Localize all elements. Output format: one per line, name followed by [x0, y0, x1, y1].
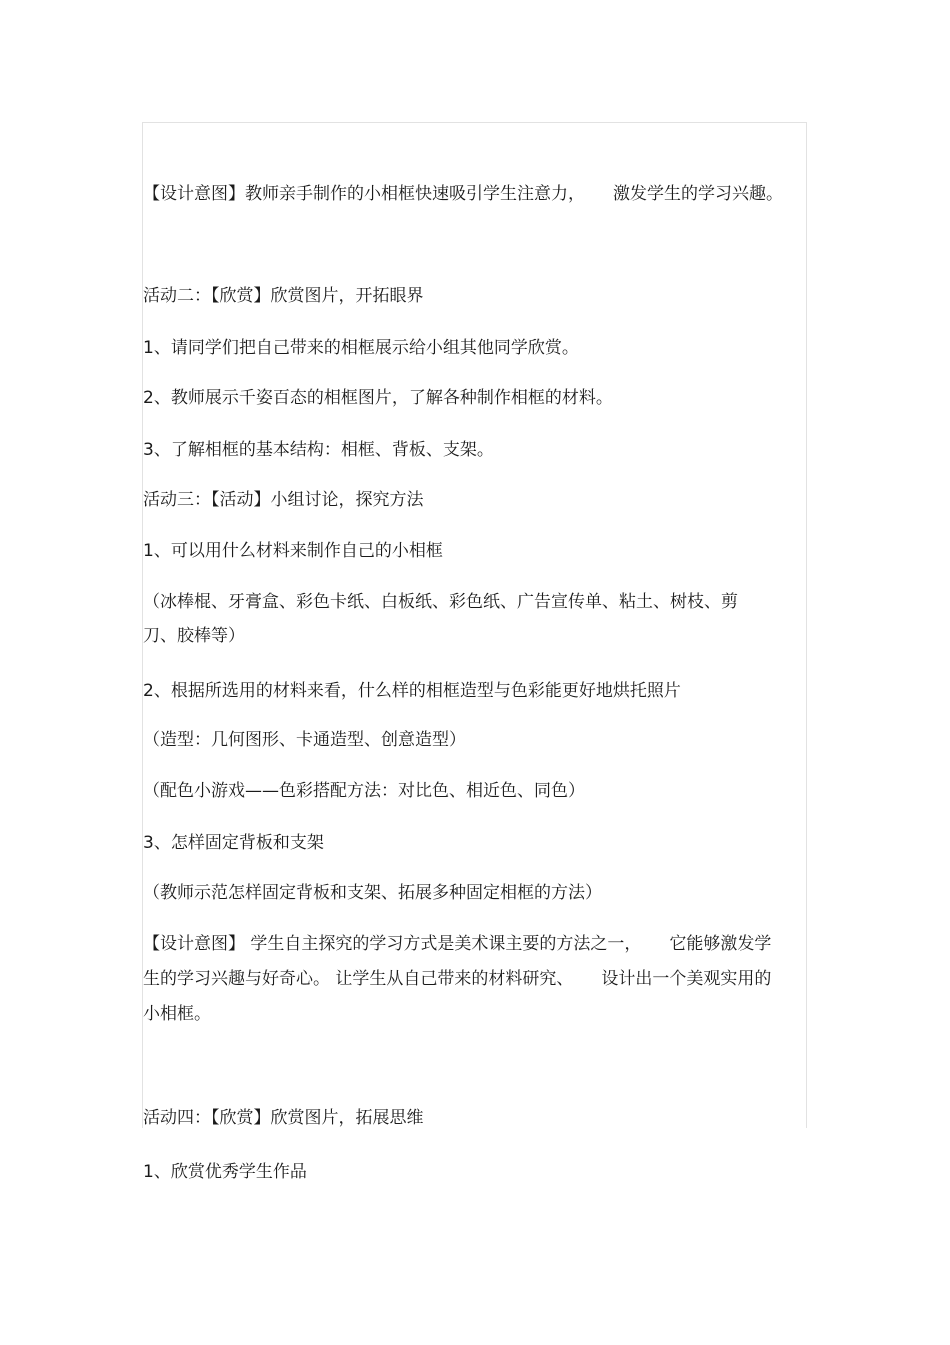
frame-right-border — [806, 122, 807, 1128]
activity-2-heading: 活动二：【欣赏】欣赏图片，开拓眼界 — [143, 286, 424, 306]
activity-4-heading: 活动四：【欣赏】欣赏图片，拓展思维 — [143, 1108, 424, 1128]
activity-2-item-2: 2、教师展示千姿百态的相框图片，了解各种制作相框的材料。 — [143, 388, 613, 408]
activity-2-item-1: 1、请同学们把自己带来的相框展示给小组其他同学欣赏。 — [143, 338, 579, 358]
design-intent-2-line-2: 生的学习兴趣与好奇心。 让学生从自己带来的材料研究、 设计出一个美观实用的 — [143, 969, 772, 989]
activity-3-item-3: 3、怎样固定背板和支架 — [143, 833, 324, 853]
design-intent-2-line-3: 小相框。 — [143, 1004, 211, 1024]
activity-3-materials-line-1: （冰棒棍、牙膏盒、彩色卡纸、白板纸、彩色纸、广告宣传单、粘土、树枝、剪 — [143, 592, 738, 612]
activity-3-item-2: 2、根据所选用的材料来看，什么样的相框造型与色彩能更好地烘托照片 — [143, 681, 681, 701]
activity-3-shapes: （造型：几何图形、卡通造型、创意造型） — [143, 730, 466, 750]
activity-3-heading: 活动三：【活动】小组讨论，探究方法 — [143, 490, 424, 510]
design-intent-1: 【设计意图】教师亲手制作的小相框快速吸引学生注意力， 激发学生的学习兴趣。 — [143, 184, 783, 204]
activity-3-item-1: 1、可以用什么材料来制作自己的小相框 — [143, 541, 443, 561]
design-intent-2-line-1: 【设计意图】 学生自主探究的学习方式是美术课主要的方法之一， 它能够激发学 — [143, 934, 772, 954]
activity-4-item-1: 1、欣赏优秀学生作品 — [143, 1162, 307, 1182]
frame-top-border — [142, 122, 807, 123]
activity-3-materials-line-2: 刀、胶棒等） — [143, 626, 245, 646]
activity-3-demo: （教师示范怎样固定背板和支架、拓展多种固定相框的方法） — [143, 883, 602, 903]
activity-2-item-3: 3、了解相框的基本结构：相框、背板、支架。 — [143, 440, 494, 460]
activity-3-colors: （配色小游戏——色彩搭配方法：对比色、相近色、同色） — [143, 781, 585, 801]
